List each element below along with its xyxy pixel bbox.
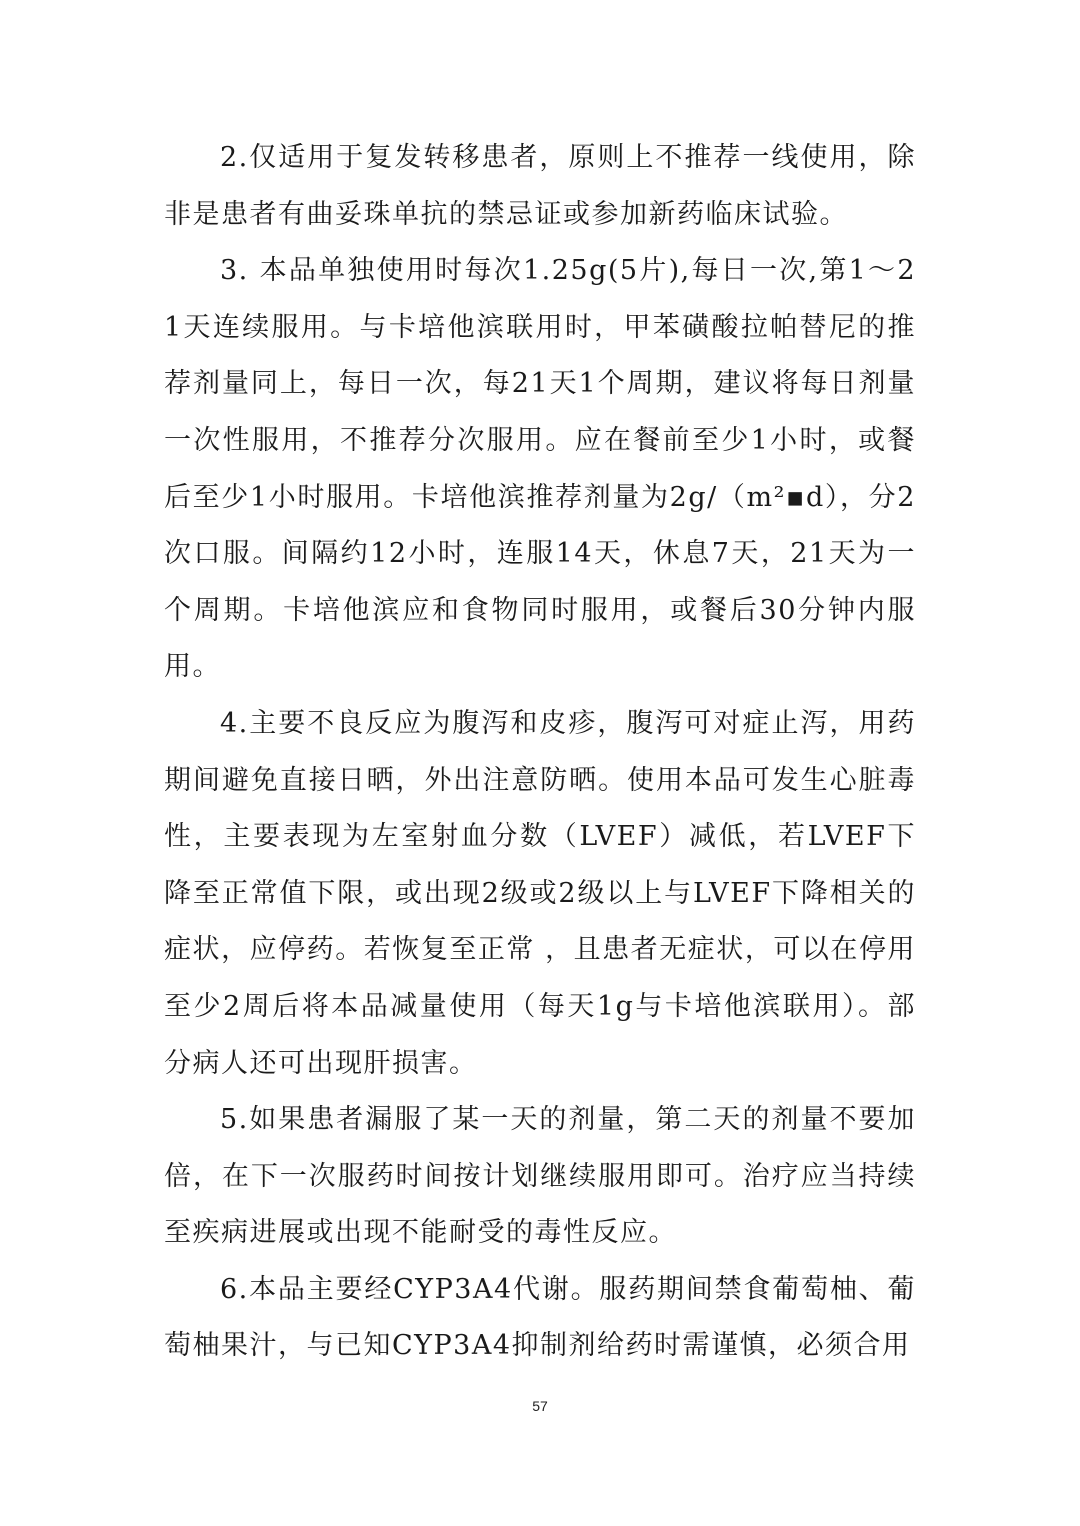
page-body bbox=[164, 130, 916, 1375]
paragraph-item-5: 5.如果患者漏服了某一天的剂量，第二天的剂量不要加倍，在下一次服药时间按计划继续服用即可。治疗应当持续至疾病进展或出现不能耐受的毒性反应。 bbox=[164, 1104, 916, 1249]
paragraph-item-2: 2.仅适用于复发转移患者，原则上不推荐一线使用，除非是患者有曲妥珠单抗的禁忌证或参加新药临床试验。 bbox=[164, 142, 916, 230]
page-number: 57 bbox=[532, 1398, 548, 1414]
paragraph-item-6: 6.本品主要经CYP3A4代谢。服药期间禁食葡萄柚、葡萄柚果汁，与已知CYP3A4抑制剂给药时需谨慎，必须合用 bbox=[164, 1273, 916, 1362]
paragraph-item-3: 3. 本品单独使用时每次1.25g(5片),每日一次,第1～21天连续服用。与卡培他滨联用时，甲苯磺酸拉帕替尼的推荐剂量同上，每日一次，每21天1个周期，建议将每日剂量一次性服用，不推荐分次服用。应在餐前至少1小时，或餐后至少1小时服用。卡培他滨推荐剂量为2g/（m²▪d），分2次口服。间隔约12小时，连服14天，休息7天，21天为一个周期。卡培他滨应和食物同时服用，或餐后30分钟内服用。 bbox=[164, 255, 916, 683]
paragraph-item-4: 4.主要不良反应为腹泻和皮疹，腹泻可对症止泻，用药期间避免直接日晒，外出注意防晒。使用本品可发生心脏毒性，主要表现为左室射血分数（LVEF）减低，若LVEF下降至正常值下限，或出现2级或2级以上与LVEF下降相关的症状，应停药。若恢复至正常 ，且患者无症状，可以在停用至少2周后将本品减量使用（每天1g与卡培他滨联用）。部分病人还可出现肝损害。 bbox=[164, 707, 916, 1079]
